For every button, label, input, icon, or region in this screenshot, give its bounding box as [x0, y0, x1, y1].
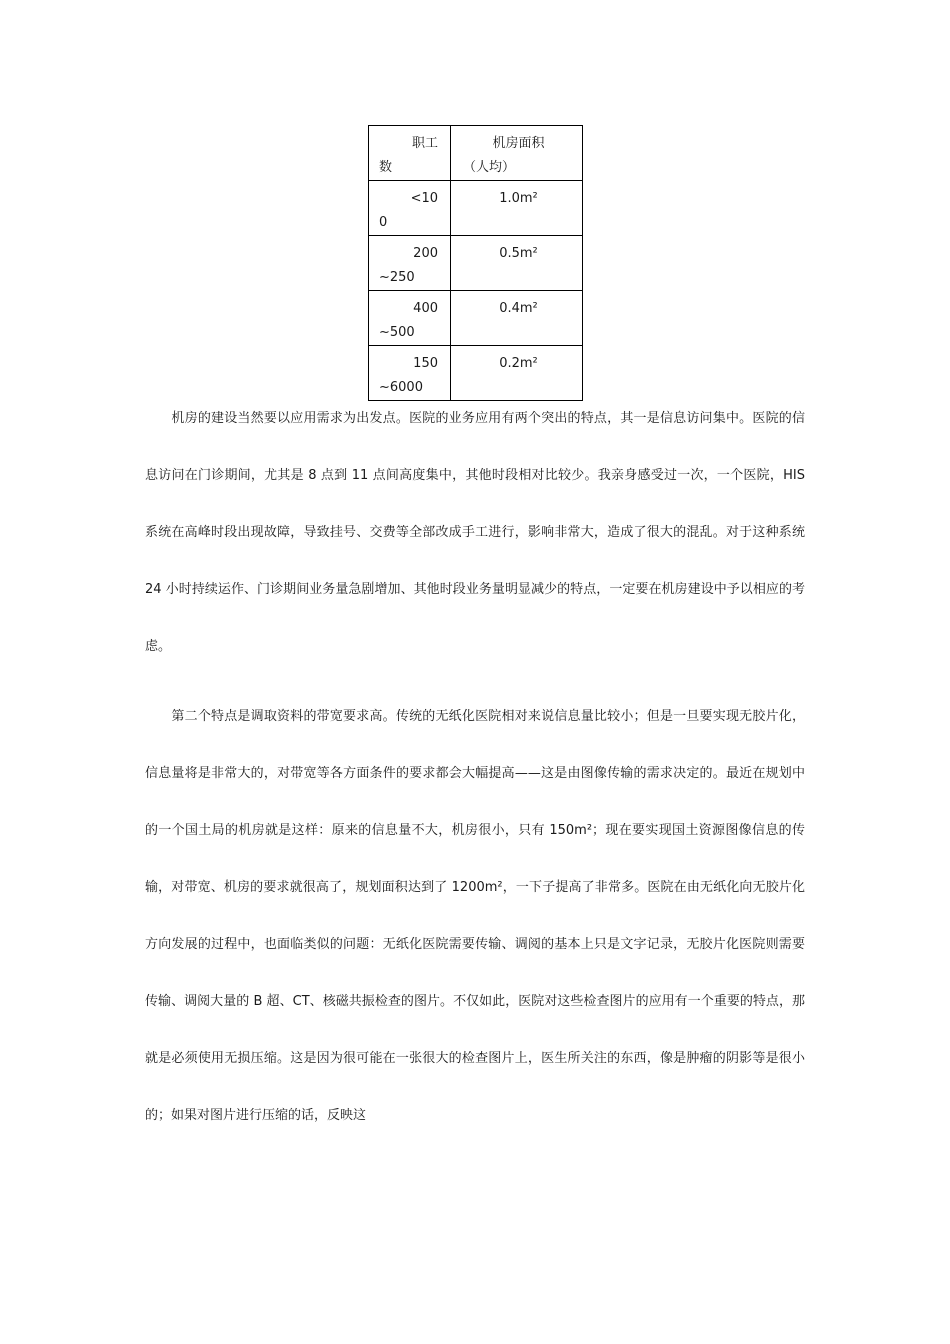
body-paragraph-2: 第二个特点是调取资料的带宽要求高。传统的无纸化医院相对来说信息量比较小；但是一旦要实现无胶片化，信息量将是非常大的，对带宽等各方面条件的要求都会大幅提高——这是由图像传输的需求决定的。最近在规划中的一个国土局的机房就是这样：原来的信息量不大，机房很小，只有 150m²；现在要实现国土资源图像信息的传输，对带宽、机房的要求就很高了，规划面积达到了 1200m²，一下子提高了非常多。医院在由无纸化向无胶片化方向发展的过程中，也面临类似的问题：无纸化医院需要传输、调阅的基本上只是文字记录，无胶片化医院则需要传输、调阅大量的 B 超、CT、核磁共振检查的图片。不仅如此，医院对这些检查图片的应用有一个重要的特点，那就是必须使用无损压缩。这是因为很可能在一张很大的检查图片上，医生所关注的东西，像是肿瘤的阴影等是很小的；如果对图片进行压缩的话，反映这: [145, 709, 805, 1123]
table-row: [369, 181, 583, 236]
body-paragraph-1: 机房的建设当然要以应用需求为出发点。医院的业务应用有两个突出的特点，其一是信息访问集中。医院的信息访问在门诊期间，尤其是 8 点到 11 点间高度集中，其他时段相对比较少。我亲身感受过一次，一个医院，HIS 系统在高峰时段出现故障，导致挂号、交费等全部改成手工进行，影响非常大，造成了很大的混乱。对于这种系统 24 小时持续运作、门诊期间业务量急剧增加、其他时段业务量明显减少的特点，一定要在机房建设中予以相应的考虑。: [145, 411, 805, 654]
room-area-cell: [451, 236, 583, 291]
staff-room-area-table: [368, 125, 583, 401]
header-staff-line1: 职工: [411, 136, 438, 151]
room-area-value: 0.2m²: [499, 356, 538, 371]
staff-count-cell: [369, 181, 451, 236]
room-area-cell: [451, 291, 583, 346]
table-row: [369, 236, 583, 291]
staff-count-line2: ~250: [379, 270, 415, 285]
header-cell-staff-count: [369, 126, 451, 181]
header-cell-room-area: [451, 126, 583, 181]
staff-count-line2: 0: [379, 215, 388, 230]
staff-count-line2: ~500: [379, 325, 415, 340]
staff-count-line1: 200: [413, 246, 438, 261]
staff-count-cell: [369, 291, 451, 346]
header-staff-line2: 数: [379, 160, 393, 175]
room-area-value: 1.0m²: [499, 191, 538, 206]
table-header-row: [369, 126, 583, 181]
staff-count-line1: <10: [410, 191, 438, 206]
staff-count-line2: ~6000: [379, 380, 423, 395]
staff-count-line1: 400: [413, 301, 438, 316]
header-area-line2: （人均）: [463, 160, 516, 175]
room-area-value: 0.5m²: [499, 246, 538, 261]
room-area-value: 0.4m²: [499, 301, 538, 316]
staff-count-cell: [369, 236, 451, 291]
room-area-cell: [451, 181, 583, 236]
header-area-line1: 机房面积: [492, 136, 545, 151]
table-row: [369, 291, 583, 346]
staff-count-line1: 150: [413, 356, 438, 371]
